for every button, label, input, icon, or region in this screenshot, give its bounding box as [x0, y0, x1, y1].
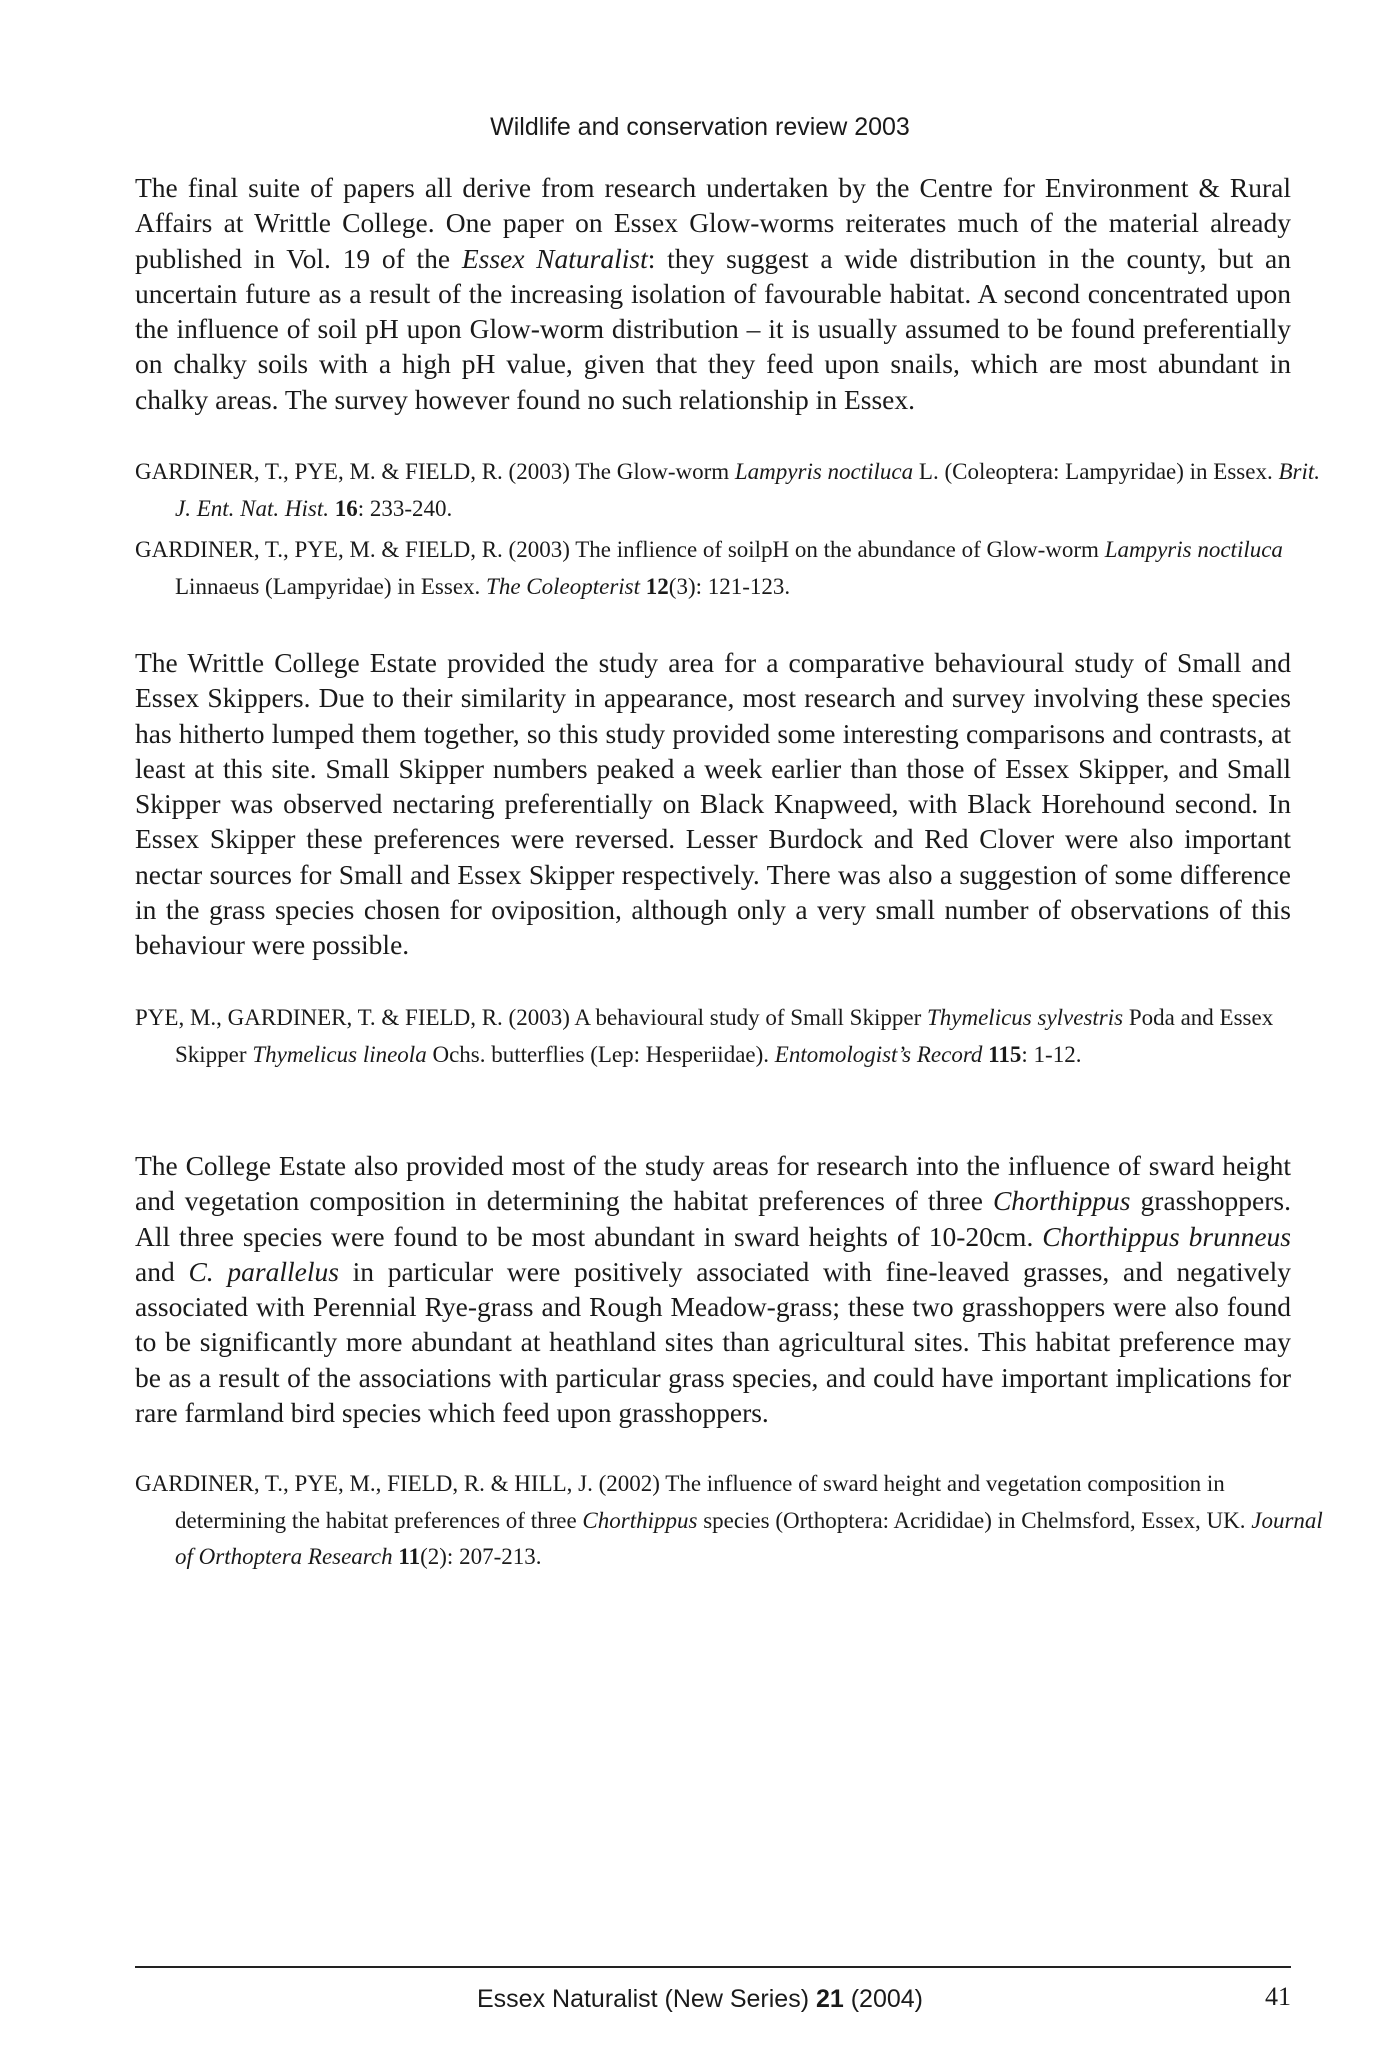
paragraph-skippers: The Writtle College Estate provided the study area for a comparative behavioural study of Small and Essex Skippers. Due to their similarity in appearance, most research and survey involving these species has hitherto lumped them together, so this study provided some interesting comparisons and contrasts, at least at this site. Small Skipper numbers peaked a week earlier than those of Essex Skipper, and Small Skipper was observed nectaring preferentially on Black Knapweed, with Black Horehound second. In Essex Skipper these preferences were reversed. Lesser Burdock and Red Clover were also important nectar sources for Small and Essex Skipper respectively. There was also a suggestion of some difference in the grass species chosen for oviposition, although only a very small number of observations of this behaviour were possible. [135, 647, 1291, 961]
paragraph-grasshoppers: The College Estate also provided most of the study areas for research into the influence of sward height and vegetation composition in determining the habitat preferences of three Chorthippus grasshoppers. All three species were found to be most abundant in sward heights of 10-20cm. Chorthippus brunneus and C. parallelus in particular were positively associated with fine-leaved grasses, and negatively associated with Perennial Rye-grass and Rough Meadow-grass; these two grasshoppers were also found to be significantly more abundant at heathland sites than agricultural sites. This habitat preference may be as a result of the associations with particular grass species, and could have important implications for rare farmland bird species which feed upon grasshoppers. [135, 1150, 1291, 1429]
reference-skippers: PYE, M., GARDINER, T. & FIELD, R. (2003) A behavioural study of Small Skipper Thymelicus sylvestris Poda and Essex Skipper Thymelicus lineola Ochs. butterflies (Lep: Hesperiidae). Entomologist’s Record 115: 1-12. [135, 1005, 1274, 1067]
paragraph-glow-worm: The final suite of papers all derive from research undertaken by the Centre for Environment & Rural Affairs at Writtle College. One paper on Essex Glow-worms reiterates much of the material already published in Vol. 19 of the Essex Naturalist: they suggest a wide distribution in the county, but an uncertain future as a result of the increasing isolation of favourable habitat. A second concentrated upon the influence of soil pH upon Glow-worm distribution – it is usually assumed to be found preferentially on chalky soils with a high pH value, given that they feed upon snails, which are most abundant in chalky areas. The survey however found no such relationship in Essex. [135, 172, 1292, 415]
reference-grasshoppers: GARDINER, T., PYE, M., FIELD, R. & HILL, J. (2002) The influence of sward height and vegetation composition in determining the habitat preferences of three Chorthippus species (Orthoptera: Acrididae) in Chelmsford, Essex, UK. Journal of Orthoptera Research 11(2): 207-213. [135, 1471, 1323, 1569]
footer-rule [135, 1966, 1291, 1968]
reference-glow-worm-2: GARDINER, T., PYE, M. & FIELD, R. (2003) The inflience of soilpH on the abundance of Glow-worm Lampyris noctiluca Linnaeus (Lampyridae) in Essex. The Coleopterist 12(3): 121-123. [135, 537, 1283, 599]
running-head: Wildlife and conservation review 2003 [490, 113, 910, 141]
page-number: 41 [1265, 1982, 1291, 2011]
footer-journal-citation: Essex Naturalist (New Series) 21 (2004) [476, 1985, 923, 2013]
reference-glow-worm-1: GARDINER, T., PYE, M. & FIELD, R. (2003) The Glow-worm Lampyris noctiluca L. (Coleoptera: Lampyridae) in Essex. Brit. J. Ent. Nat. Hist. 16: 233-240. [135, 459, 1320, 521]
